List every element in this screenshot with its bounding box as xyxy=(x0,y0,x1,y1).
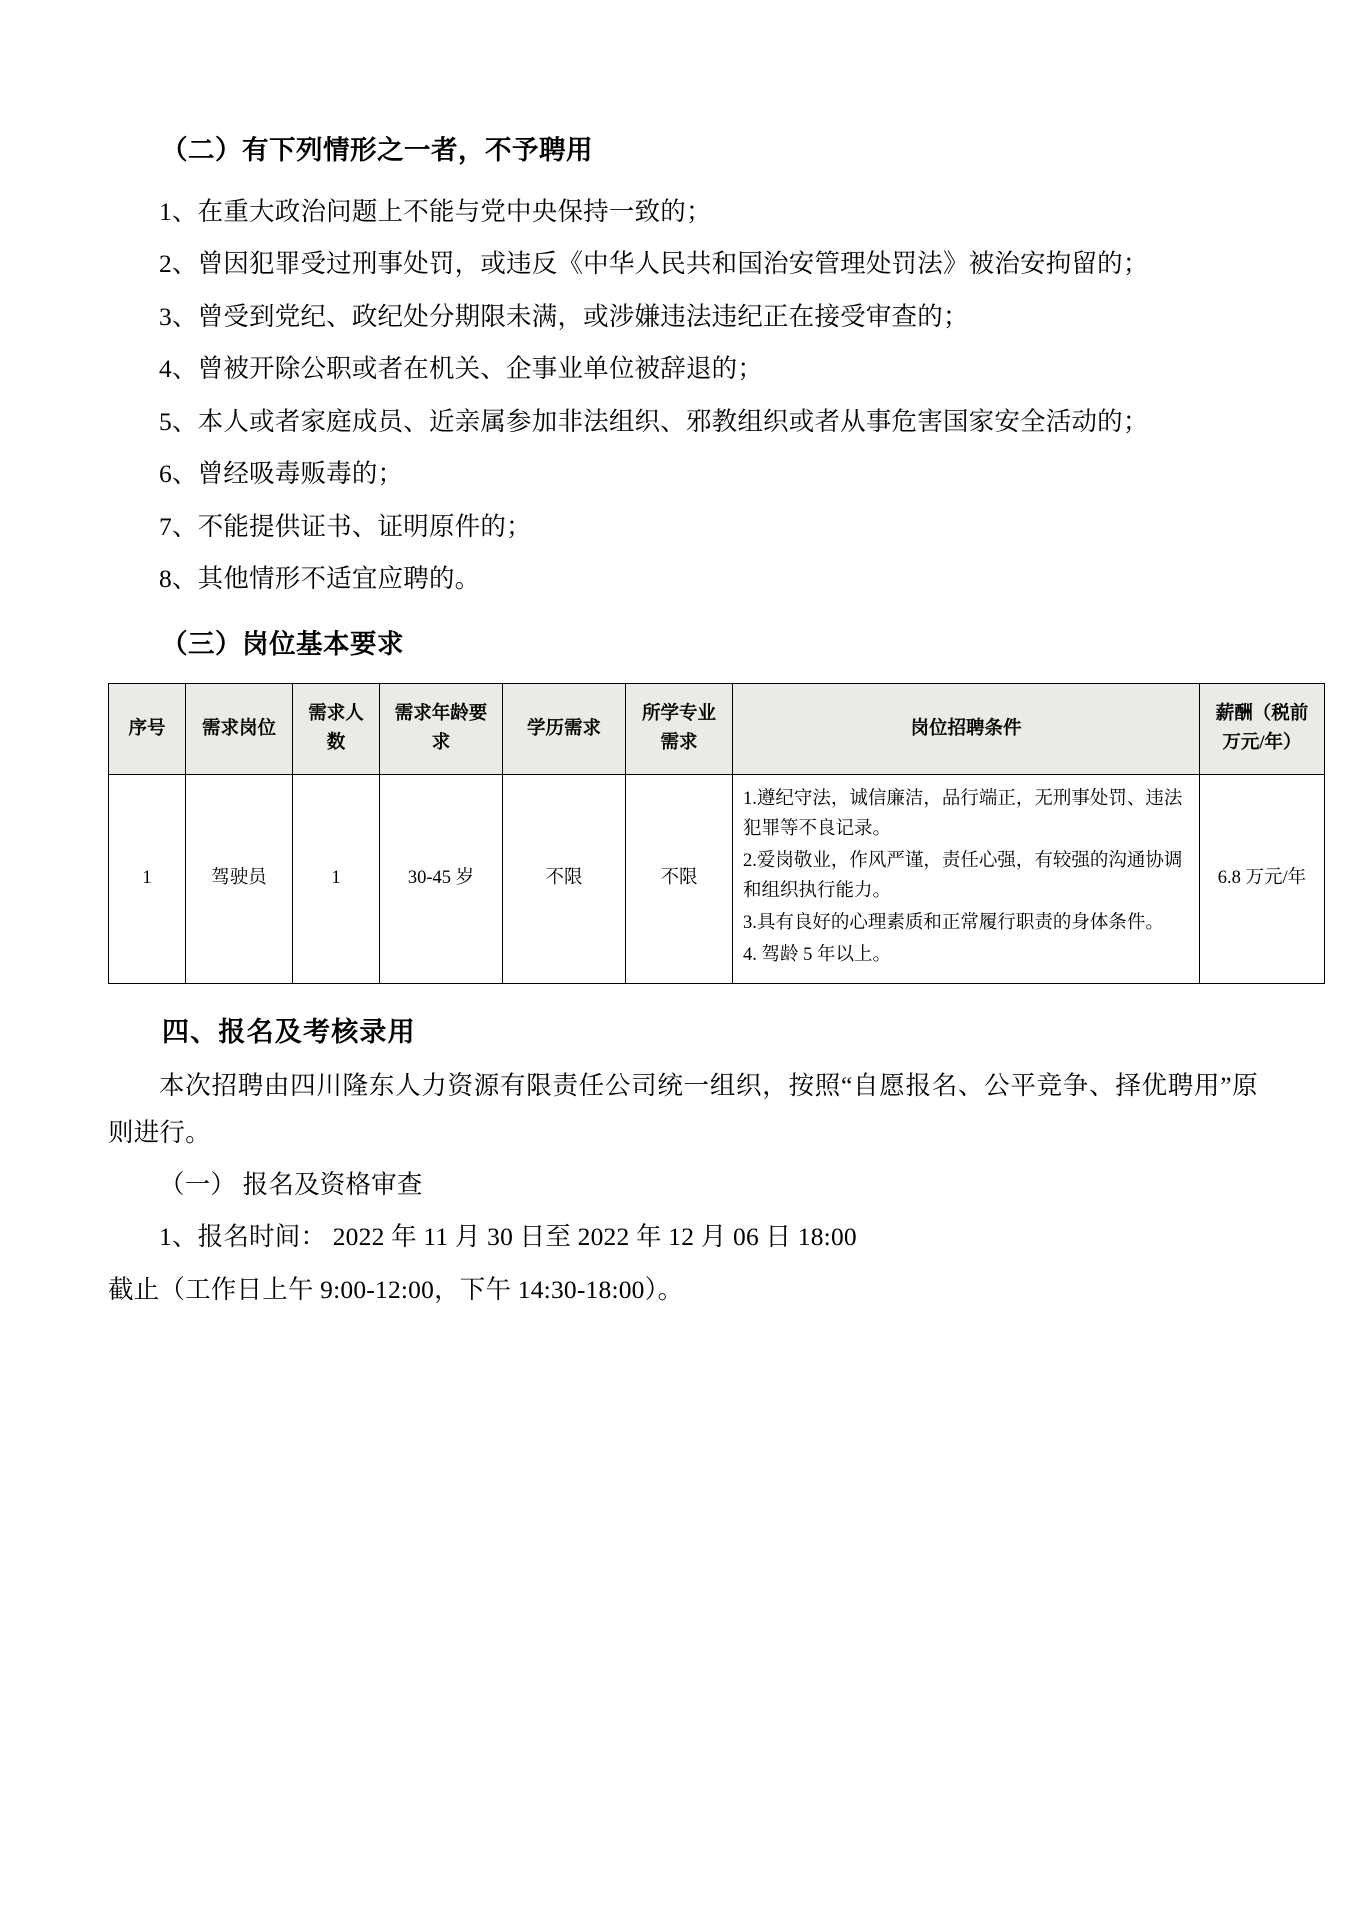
section-two-item-1: 1、在重大政治问题上不能与党中央保持一致的； xyxy=(159,197,712,227)
section-three-heading: （三）岗位基本要求 xyxy=(161,629,404,660)
section-two-item-6: 6、曾经吸毒贩毒的； xyxy=(159,459,404,489)
section-two-item-3: 3、曾受到党纪、政纪处分期限未满，或涉嫌违法违纪正在接受审查的； xyxy=(159,301,969,331)
table-header-row xyxy=(109,684,1325,775)
table-row xyxy=(109,775,1325,984)
condition-item-4: 4. 驾龄 5 年以上。 xyxy=(743,945,892,966)
registration-time-line-2: 截止（工作日上午 9:00-12:00，下午 14:30-18:00）。 xyxy=(108,1274,684,1304)
column-header-salary: 薪酬（税前万元/年） xyxy=(1200,684,1325,775)
section-four-sub-heading: （一） 报名及资格审查 xyxy=(159,1170,423,1199)
column-header-education: 学历需求 xyxy=(503,684,626,775)
condition-item-2: 2.爱岗敬业，作风严谨，责任心强，有较强的沟通协调和组织执行能力。 xyxy=(743,851,1183,902)
section-four-intro: 本次招聘由四川隆东人力资源有限责任公司统一组织，按照“自愿报名、公平竞争、择优聘用”原则进行。 xyxy=(108,1071,1258,1147)
section-two-item-8: 8、其他情形不适宜应聘的。 xyxy=(159,563,481,593)
column-header-post: 需求岗位 xyxy=(186,684,293,775)
cell-conditions xyxy=(733,775,1200,984)
registration-time-line-1: 1、报名时间： 2022 年 11 月 30 日至 2022 年 12 月 06 日 18:00 xyxy=(159,1222,857,1252)
cell-no: 1 xyxy=(109,775,186,984)
condition-item-1: 1.遵纪守法，诚信廉洁，品行端正，无刑事处罚、违法犯罪等不良记录。 xyxy=(743,789,1183,840)
job-requirements-table xyxy=(108,683,1325,984)
cell-education: 不限 xyxy=(503,775,626,984)
column-header-age: 需求年龄要求 xyxy=(380,684,503,775)
section-four-heading: 四、报名及考核录用 xyxy=(162,1017,416,1048)
column-header-major: 所学专业需求 xyxy=(626,684,733,775)
section-two-item-2: 2、曾因犯罪受过刑事处罚，或违反《中华人民共和国治安管理处罚法》被治安拘留的； xyxy=(159,249,1149,279)
column-header-conditions: 岗位招聘条件 xyxy=(733,684,1200,775)
column-header-no: 序号 xyxy=(109,684,186,775)
section-two-item-5: 5、本人或者家庭成员、近亲属参加非法组织、邪教组织或者从事危害国家安全活动的； xyxy=(159,406,1149,436)
cell-post: 驾驶员 xyxy=(186,775,293,984)
section-two-heading: （二）有下列情形之一者，不予聘用 xyxy=(161,135,593,165)
cell-salary: 6.8 万元/年 xyxy=(1200,775,1325,984)
section-two-item-4: 4、曾被开除公职或者在机关、企事业单位被辞退的； xyxy=(159,354,764,384)
column-header-number: 需求人数 xyxy=(293,684,380,775)
condition-item-3: 3.具有良好的心理素质和正常履行职责的身体条件。 xyxy=(743,913,1164,934)
document-body xyxy=(108,130,1309,1313)
table-body xyxy=(109,775,1325,984)
section-two-item-7: 7、不能提供证书、证明原件的； xyxy=(159,511,532,541)
cell-number: 1 xyxy=(293,775,380,984)
cell-major: 不限 xyxy=(626,775,733,984)
table-header xyxy=(109,684,1325,775)
cell-age: 30-45 岁 xyxy=(380,775,503,984)
